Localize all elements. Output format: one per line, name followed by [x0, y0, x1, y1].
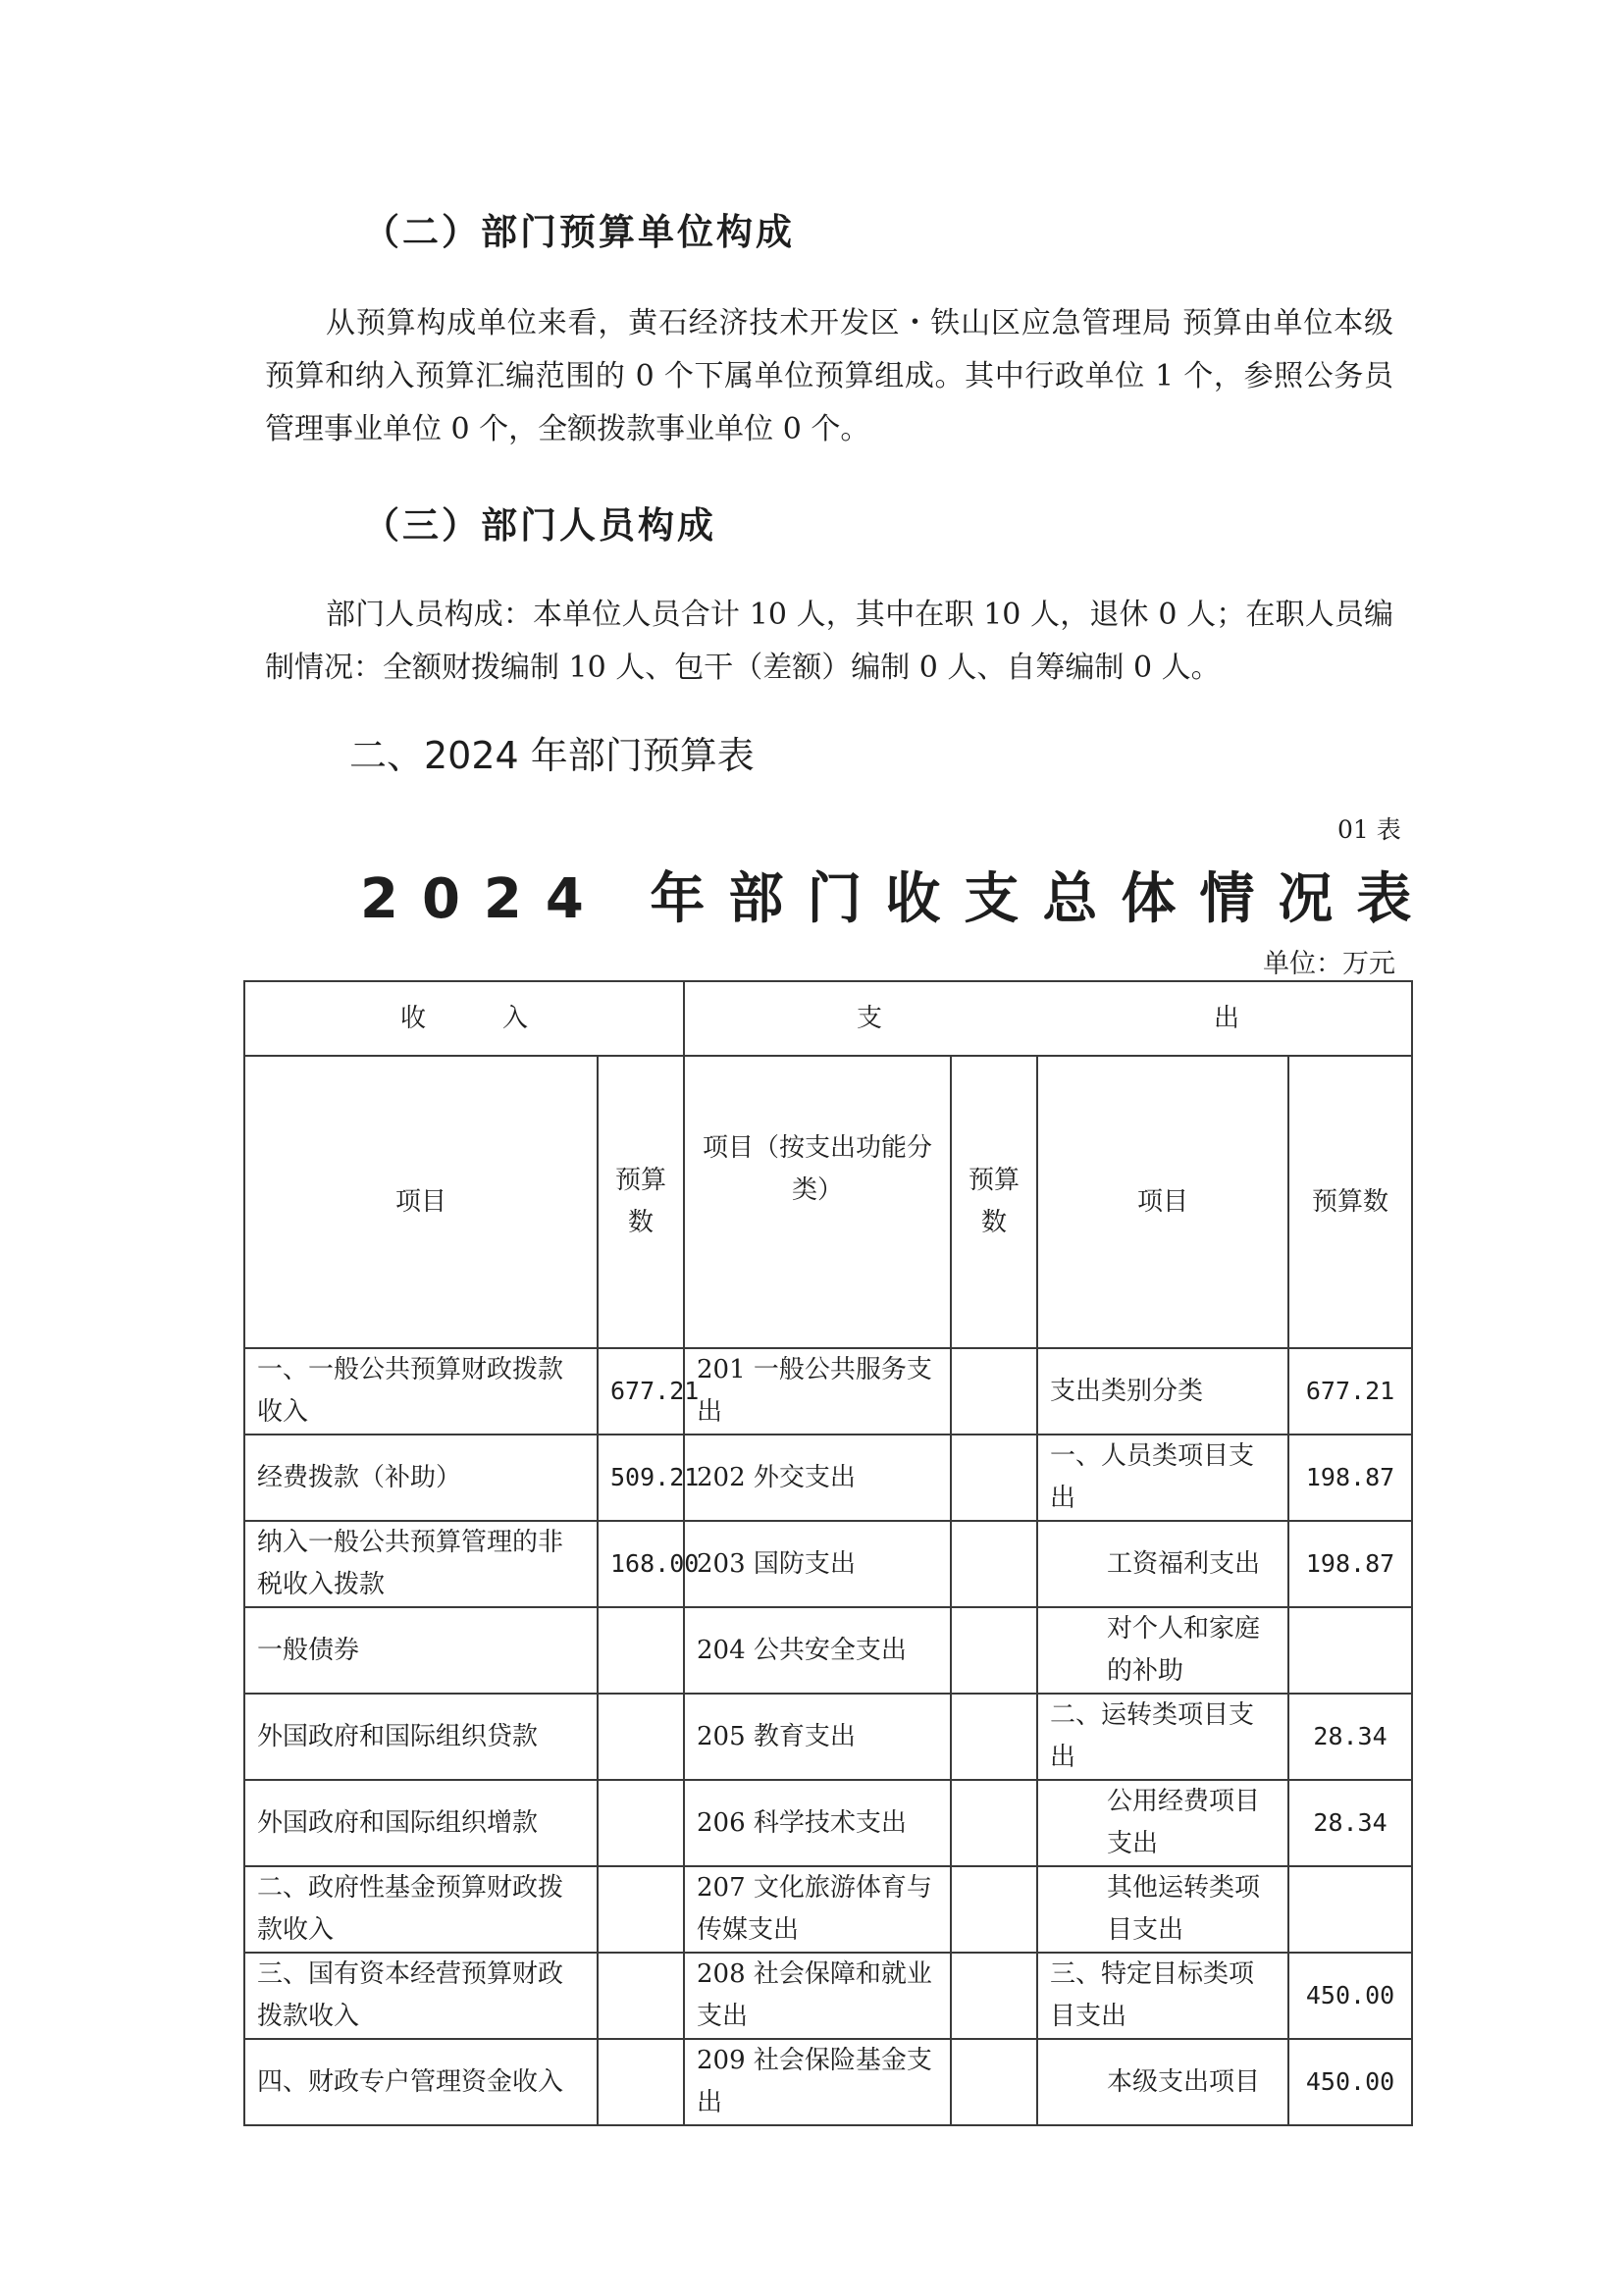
- expense-group-header: 支 出: [684, 981, 1412, 1056]
- expense-func-amount-cell: [951, 1435, 1037, 1521]
- budget-summary-table: [243, 980, 1413, 2126]
- table-row: [244, 1435, 1412, 1521]
- expense-type-amount-cell: 28.34: [1288, 1780, 1412, 1866]
- table-row: [244, 1780, 1412, 1866]
- expense-func-item-cell: 208 社会保障和就业支出: [684, 1953, 951, 2039]
- income-amount-cell: [598, 1780, 684, 1866]
- expense-type-amount-cell: [1288, 1607, 1412, 1694]
- expense-func-item-cell: 206 科学技术支出: [684, 1780, 951, 1866]
- expense-func-item-cell: 207 文化旅游体育与传媒支出: [684, 1866, 951, 1953]
- expense-func-item-cell: 205 教育支出: [684, 1694, 951, 1780]
- expense-func-item-cell: 203 国防支出: [684, 1521, 951, 1607]
- expense-func-amount-cell: [951, 1607, 1037, 1694]
- table-row: [244, 1348, 1412, 1435]
- expense-func-item-cell: 204 公共安全支出: [684, 1607, 951, 1694]
- expense-type-amount-cell: 450.00: [1288, 1953, 1412, 2039]
- income-amount-cell: 168.00: [598, 1521, 684, 1607]
- income-item-cell: 一般债券: [244, 1607, 598, 1694]
- income-amount-column-header: 预算数: [598, 1056, 684, 1348]
- expense-func-amount-column-header: 预算数: [951, 1056, 1037, 1348]
- staff-composition-paragraph: 部门人员构成：本单位人员合计 10 人，其中在职 10 人，退休 0 人；在职人员编制情况：全额财拨编制 10 人、包干（差额）编制 0 人、自筹编制 0 人。: [265, 598, 1393, 685]
- expense-func-item-column-header: 项目（按支出功能分类）: [684, 1056, 951, 1348]
- income-amount-cell: 509.21: [598, 1435, 684, 1521]
- expense-func-amount-cell: [951, 2039, 1037, 2125]
- table-number: 01 表: [1337, 815, 1401, 844]
- income-item-cell: 外国政府和国际组织增款: [244, 1780, 598, 1866]
- section-heading-unit-composition: （二）部门预算单位构成: [363, 211, 795, 253]
- expense-func-amount-cell: [951, 1521, 1037, 1607]
- expense-type-amount-cell: 28.34: [1288, 1694, 1412, 1780]
- expense-type-amount-cell: [1288, 1866, 1412, 1953]
- table-column-header-row: [244, 1056, 1412, 1348]
- expense-type-item-cell: 对个人和家庭的补助: [1037, 1607, 1288, 1694]
- expense-type-item-cell: 本级支出项目: [1037, 2039, 1288, 2125]
- part-two-title: 二、2024 年部门预算表: [349, 734, 755, 777]
- income-item-cell: 外国政府和国际组织贷款: [244, 1694, 598, 1780]
- expense-func-item-cell: 201 一般公共服务支出: [684, 1348, 951, 1435]
- expense-type-item-cell: 二、运转类项目支出: [1037, 1694, 1288, 1780]
- expense-func-item-cell: 209 社会保险基金支出: [684, 2039, 951, 2125]
- income-amount-cell: [598, 2039, 684, 2125]
- income-item-cell: 二、政府性基金预算财政拨款收入: [244, 1866, 598, 1953]
- table-group-header-row: [244, 981, 1412, 1056]
- table-row: [244, 1694, 1412, 1780]
- section-heading-staff-composition: （三）部门人员构成: [363, 504, 716, 547]
- income-amount-cell: [598, 1607, 684, 1694]
- expense-func-amount-cell: [951, 1348, 1037, 1435]
- expense-type-item-column-header: 项目: [1037, 1056, 1288, 1348]
- expense-type-item-cell: 工资福利支出: [1037, 1521, 1288, 1607]
- expense-type-item-cell: 三、特定目标类项目支出: [1037, 1953, 1288, 2039]
- expense-type-amount-cell: 198.87: [1288, 1435, 1412, 1521]
- table-row: [244, 2039, 1412, 2125]
- expense-func-amount-cell: [951, 1953, 1037, 2039]
- expense-func-amount-cell: [951, 1866, 1037, 1953]
- expense-type-amount-column-header: 预算数: [1288, 1056, 1412, 1348]
- income-item-cell: 一、一般公共预算财政拨款收入: [244, 1348, 598, 1435]
- unit-composition-paragraph: 从预算构成单位来看，黄石经济技术开发区・铁山区应急管理局 预算由单位本级预算和纳入预算汇编范围的 0 个下属单位预算组成。其中行政单位 1 个，参照公务员管理事业单位 0 个，全额拨款事业单位 0 个。: [265, 306, 1393, 446]
- table-row: [244, 1521, 1412, 1607]
- income-amount-cell: [598, 1694, 684, 1780]
- income-item-cell: 经费拨款（补助）: [244, 1435, 598, 1521]
- expense-type-item-cell: 公用经费项目支出: [1037, 1780, 1288, 1866]
- expense-type-item-cell: 支出类别分类: [1037, 1348, 1288, 1435]
- income-group-header: 收 入: [244, 981, 684, 1056]
- income-amount-cell: 677.21: [598, 1348, 684, 1435]
- expense-type-amount-cell: 677.21: [1288, 1348, 1412, 1435]
- income-item-cell: 四、财政专户管理资金收入: [244, 2039, 598, 2125]
- income-amount-cell: [598, 1866, 684, 1953]
- expense-type-item-cell: 一、人员类项目支出: [1037, 1435, 1288, 1521]
- expense-func-item-cell: 202 外交支出: [684, 1435, 951, 1521]
- expense-func-amount-cell: [951, 1694, 1037, 1780]
- income-item-cell: 纳入一般公共预算管理的非税收入拨款: [244, 1521, 598, 1607]
- unit-label: 单位：万元: [1263, 949, 1395, 979]
- expense-type-amount-cell: 198.87: [1288, 1521, 1412, 1607]
- income-amount-cell: [598, 1953, 684, 2039]
- income-item-cell: 三、国有资本经营预算财政拨款收入: [244, 1953, 598, 2039]
- expense-func-amount-cell: [951, 1780, 1037, 1866]
- table-row: [244, 1953, 1412, 2039]
- income-item-column-header: 项目: [244, 1056, 598, 1348]
- table-title: 2024 年部门收支总体情况表: [360, 867, 1436, 931]
- table-row: [244, 1607, 1412, 1694]
- table-row: [244, 1866, 1412, 1953]
- expense-type-amount-cell: 450.00: [1288, 2039, 1412, 2125]
- expense-type-item-cell: 其他运转类项目支出: [1037, 1866, 1288, 1953]
